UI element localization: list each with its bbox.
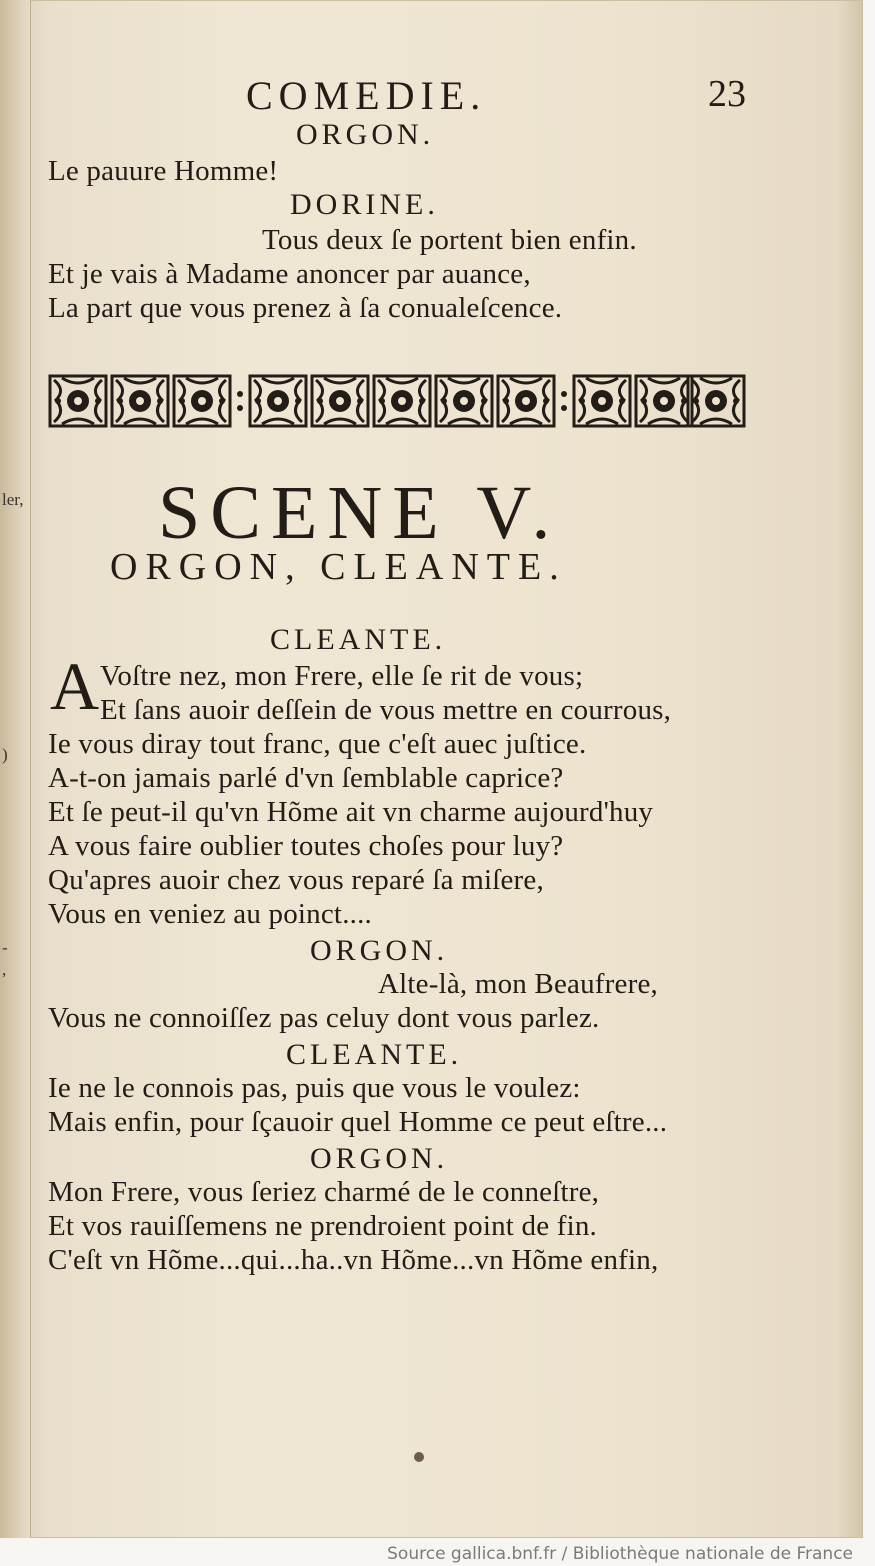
verse-line: Et vos rauiſſemens ne prendroient point de fin.	[48, 1210, 597, 1242]
verse-line: Ie vous diray tout franc, que c'eſt auec juſtice.	[48, 728, 587, 760]
margin-fragment: )	[2, 745, 8, 764]
scene-title: SCENE V.	[158, 471, 561, 555]
speaker-name: CLEANTE.	[270, 623, 447, 656]
speaker-name: ORGON.	[310, 1142, 449, 1175]
margin-fragment: -	[2, 938, 8, 957]
verse-line: Voſtre nez, mon Frere, elle ſe rit de vous;	[100, 660, 584, 692]
margin-fragment: ,	[2, 960, 7, 979]
speaker-name: CLEANTE.	[286, 1038, 463, 1071]
scene-characters: ORGON, CLEANTE.	[110, 546, 567, 588]
verse-line: Mon Frere, vous ſeriez charmé de le conneſtre,	[48, 1176, 600, 1208]
drop-cap: A	[50, 648, 100, 724]
verse-line: Tous deux ſe portent bien enfin.	[262, 224, 637, 256]
verse-line: Alte-là, mon Beaufrere,	[378, 968, 658, 1000]
source-credit: Source gallica.bnf.fr / Bibliothèque nationale de France	[387, 1544, 853, 1564]
previous-page-edge	[0, 0, 31, 1538]
printers-ornament	[48, 370, 746, 432]
verse-line: A-t-on jamais parlé d'vn ſemblable caprice?	[48, 762, 564, 794]
speaker-name: DORINE.	[290, 188, 439, 221]
margin-fragment: ler,	[2, 490, 24, 509]
verse-line: Le pauure Homme!	[48, 155, 279, 187]
verse-line: Et ſe peut-il qu'vn Hõme ait vn charme aujourd'huy	[48, 796, 654, 828]
verse-line: Et je vais à Madame anoncer par auance,	[48, 258, 531, 290]
page-number: 23	[708, 73, 746, 115]
verse-line: La part que vous prenez à ſa conualeſcence.	[48, 292, 563, 324]
verse-line: Vous ne connoiſſez pas celuy dont vous parlez.	[48, 1002, 600, 1034]
verse-line: Ie ne le connois pas, puis que vous le voulez:	[48, 1072, 581, 1104]
verse-line: Et ſans auoir deſſein de vous mettre en courrous,	[100, 694, 672, 726]
verse-line: C'eſt vn Hõme...qui...ha..vn Hõme...vn Hõme enfin,	[48, 1244, 659, 1276]
speaker-name: ORGON.	[296, 118, 435, 151]
speaker-name: ORGON.	[310, 934, 449, 967]
verse-line: A vous faire oublier toutes choſes pour luy?	[48, 830, 564, 862]
verse-line: Qu'apres auoir chez vous reparé ſa miſere,	[48, 864, 544, 896]
ink-dot	[414, 1452, 424, 1462]
verse-line: Mais enfin, pour ſçauoir quel Homme ce peut eſtre...	[48, 1106, 668, 1138]
verse-line: Vous en veniez au poinct....	[48, 898, 372, 930]
running-head: COMEDIE.	[246, 73, 487, 118]
